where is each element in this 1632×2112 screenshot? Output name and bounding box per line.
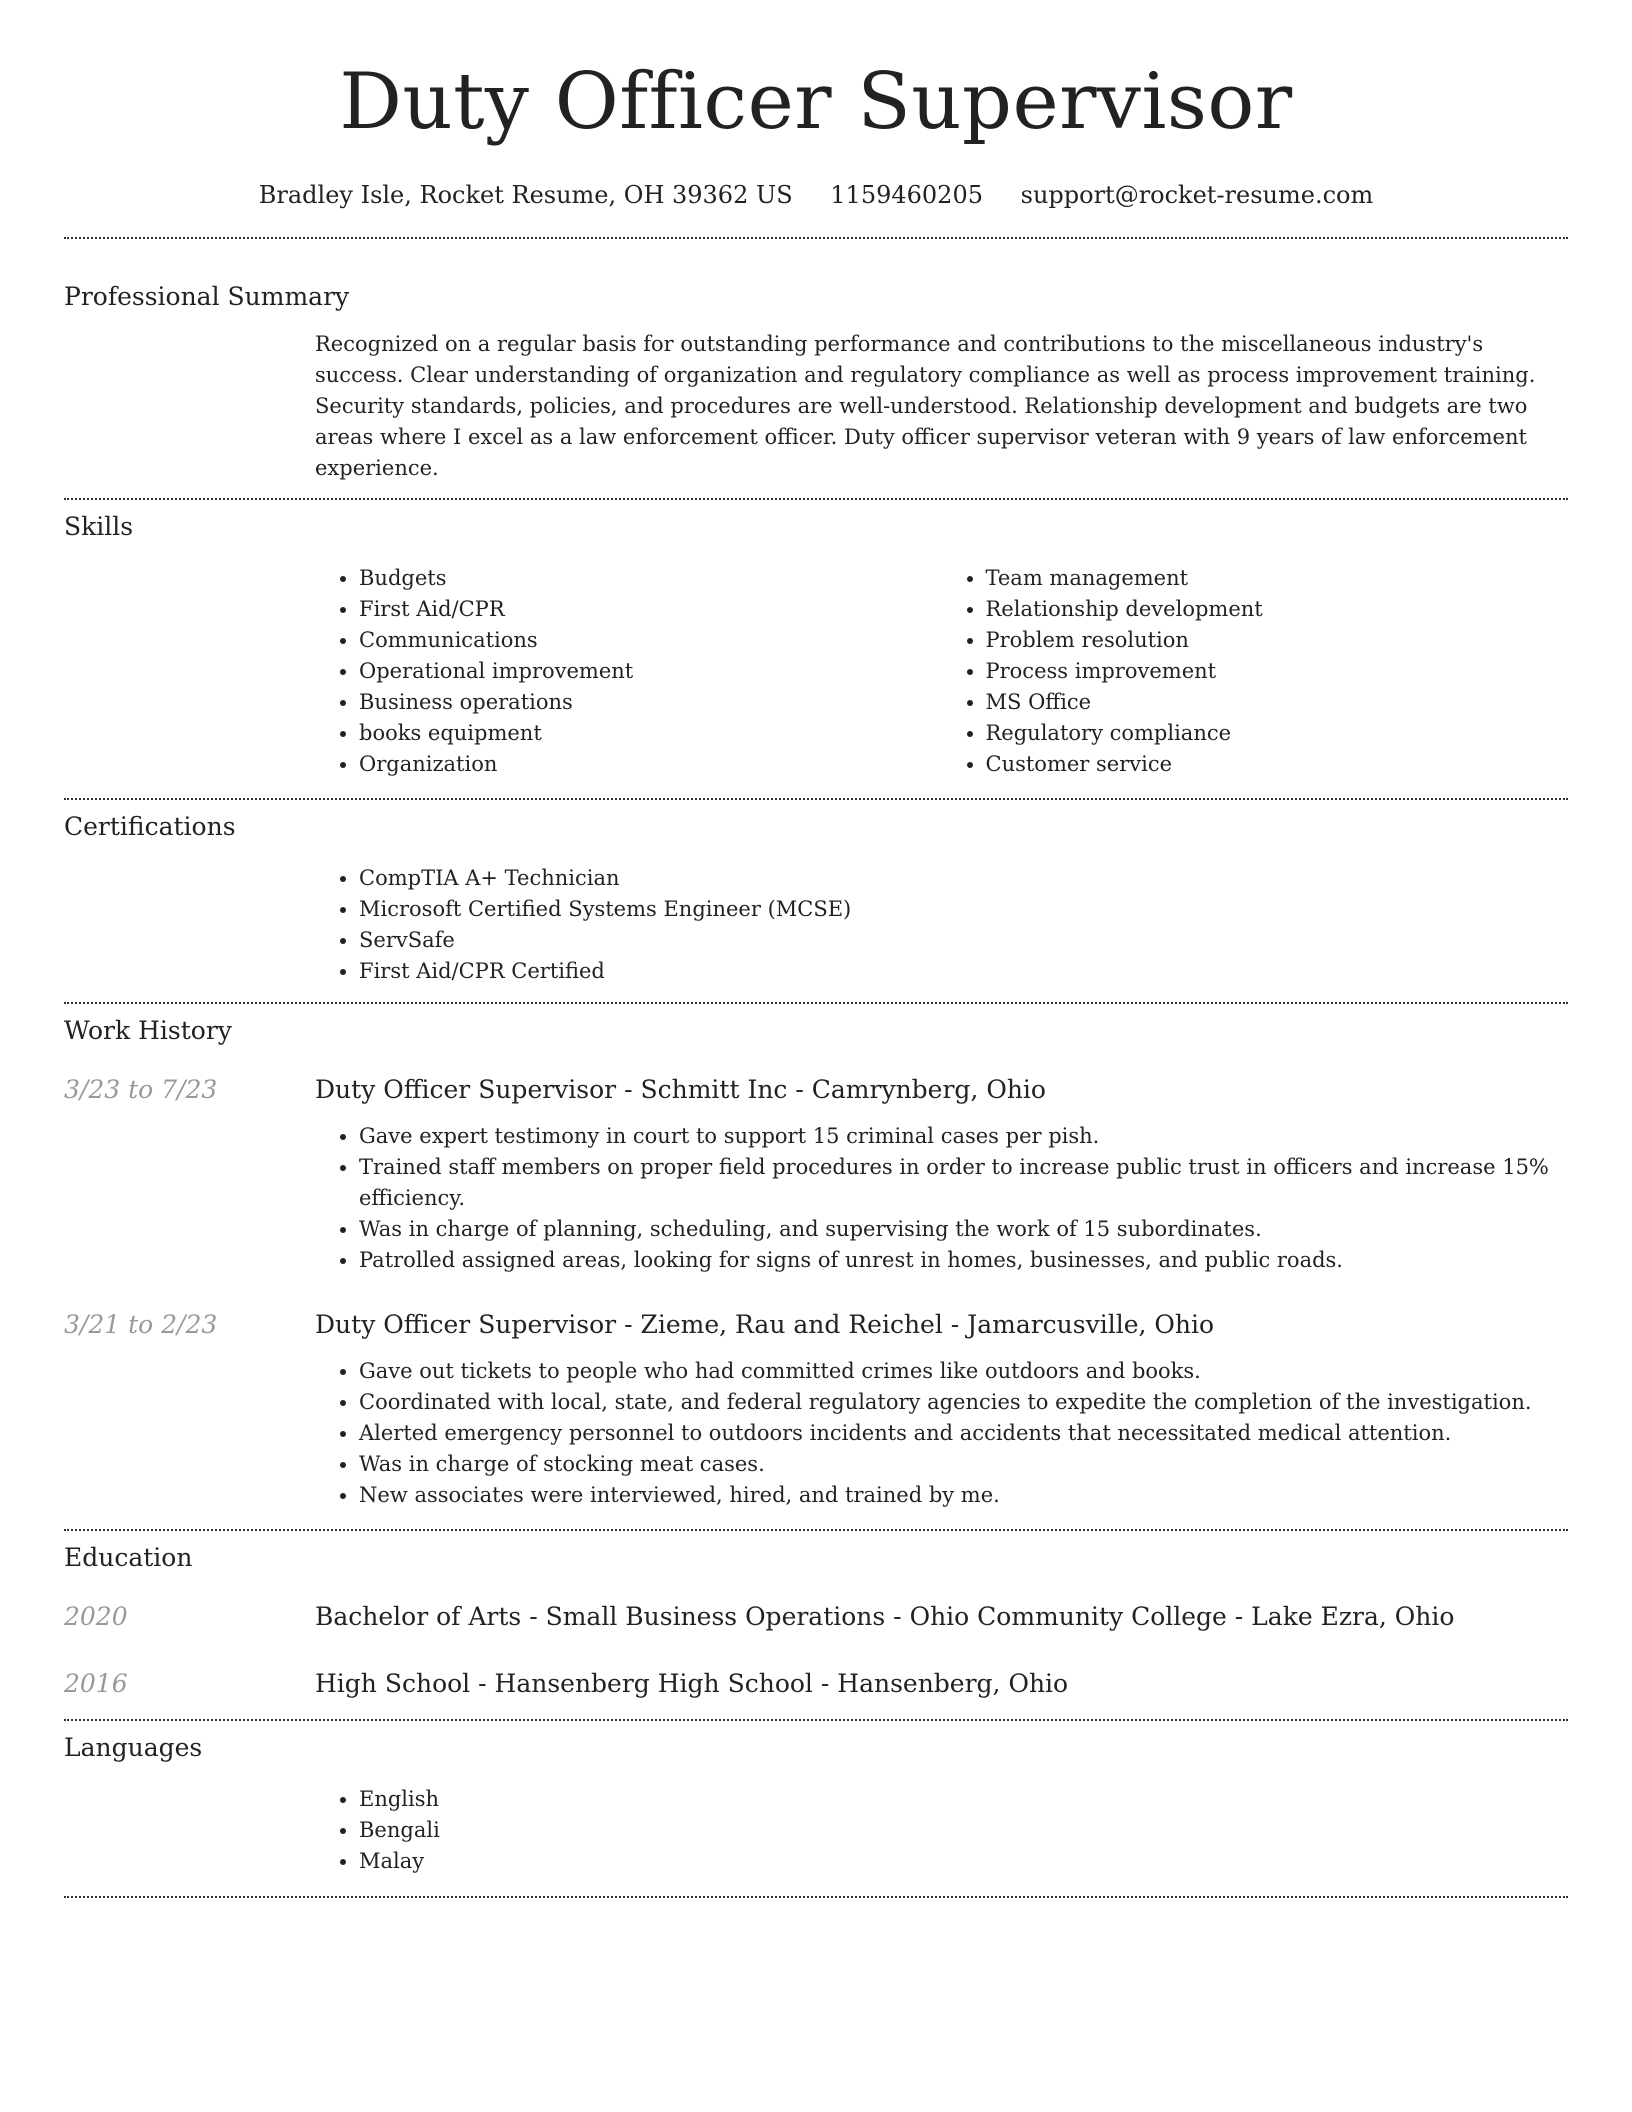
summary-text: Recognized on a regular basis for outstanding performance and contributions to the miscellaneous industry's success. Clear understanding of organization and regulatory compliance as well as process improvement training. Security standards, policies, and procedures are well-understood. Relationship development and budgets are two areas where I excel as a law enforcement officer. Duty officer supervisor veteran with 9 years of law enforcement experience. xyxy=(315,332,1536,480)
job-bullet: • Gave expert testimony in court to support 15 criminal cases per pish. xyxy=(359,1121,1568,1152)
job-bullet: • Alerted emergency personnel to outdoors incidents and accidents that necessitated medical attention. xyxy=(359,1418,1568,1449)
job-bullet: • Was in charge of stocking meat cases. xyxy=(359,1449,1568,1480)
contact-address: Bradley Isle, Rocket Resume, OH 39362 US xyxy=(258,181,793,209)
education-year: 2016 xyxy=(64,1669,128,1698)
job-bullet: • Patrolled assigned areas, looking for signs of unrest in homes, businesses, and public roads. xyxy=(359,1245,1568,1276)
job-title: Duty Officer Supervisor - Zieme, Rau and Reichel - Jamarcusville, Ohio xyxy=(315,1310,1215,1339)
certification-item: • CompTIA A+ Technician xyxy=(359,863,1568,894)
skill-item: • Organization xyxy=(359,749,942,780)
education-section xyxy=(64,1531,1568,1701)
education-entry xyxy=(64,1600,1568,1634)
certification-item: • Microsoft Certified Systems Engineer (MCSE) xyxy=(359,894,1568,925)
language-item: • Bengali xyxy=(359,1815,1568,1846)
education-title: High School - Hansenberg High School - Hansenberg, Ohio xyxy=(315,1669,1069,1698)
languages-list xyxy=(315,1784,1568,1877)
summary-heading: Professional Summary xyxy=(64,282,350,311)
work-section xyxy=(64,1004,1568,1511)
skill-item: • Operational improvement xyxy=(359,656,942,687)
education-heading: Education xyxy=(64,1543,193,1572)
language-item: • Malay xyxy=(359,1846,1568,1877)
job-bullet: • Trained staff members on proper field procedures in order to increase public trust in officers and increase 15% efficiency. xyxy=(359,1152,1568,1214)
resume-name: Duty Officer Supervisor xyxy=(339,57,1293,147)
summary-section xyxy=(64,239,1568,484)
skill-item: • Budgets xyxy=(359,563,942,594)
divider xyxy=(64,1896,1568,1898)
education-title: Bachelor of Arts - Small Business Operations - Ohio Community College - Lake Ezra, Ohio xyxy=(315,1602,1455,1631)
certifications-heading: Certifications xyxy=(64,812,236,841)
job-bullet: • Coordinated with local, state, and federal regulatory agencies to expedite the completion of the investigation. xyxy=(359,1387,1568,1418)
certification-item: • ServSafe xyxy=(359,925,1568,956)
job-bullet: • Gave out tickets to people who had committed crimes like outdoors and books. xyxy=(359,1356,1568,1387)
certifications-section xyxy=(64,800,1568,987)
work-heading: Work History xyxy=(64,1016,232,1045)
contact-line xyxy=(64,178,1568,212)
job-bullets xyxy=(315,1121,1568,1276)
certifications-list xyxy=(315,863,1568,987)
education-year: 2020 xyxy=(64,1602,128,1631)
skill-item: • Customer service xyxy=(986,749,1569,780)
skill-item: • Team management xyxy=(986,563,1569,594)
job-dates: 3/21 to 2/23 xyxy=(64,1310,218,1339)
skills-heading: Skills xyxy=(64,512,134,541)
job-entry xyxy=(64,1308,1568,1511)
skills-list-left xyxy=(315,563,942,780)
job-bullet: • New associates were interviewed, hired, and trained by me. xyxy=(359,1480,1568,1511)
skill-item: • Problem resolution xyxy=(986,625,1569,656)
contact-email: support@rocket-resume.com xyxy=(1020,181,1374,209)
skill-item: • Business operations xyxy=(359,687,942,718)
skill-item: • MS Office xyxy=(986,687,1569,718)
job-title: Duty Officer Supervisor - Schmitt Inc - Camrynberg, Ohio xyxy=(315,1075,1046,1104)
skills-list-right xyxy=(942,563,1569,780)
job-bullet: • Was in charge of planning, scheduling, and supervising the work of 15 subordinates. xyxy=(359,1214,1568,1245)
skill-item: • Process improvement xyxy=(986,656,1569,687)
skill-item: • Relationship development xyxy=(986,594,1569,625)
education-entry xyxy=(64,1667,1568,1701)
skill-item: • First Aid/CPR xyxy=(359,594,942,625)
job-dates: 3/23 to 7/23 xyxy=(64,1075,218,1104)
language-item: • English xyxy=(359,1784,1568,1815)
contact-phone: 1159460205 xyxy=(830,181,983,209)
job-bullets xyxy=(315,1356,1568,1511)
languages-section xyxy=(64,1721,1568,1877)
job-entry xyxy=(64,1073,1568,1276)
languages-heading: Languages xyxy=(64,1733,203,1762)
skill-item: • Communications xyxy=(359,625,942,656)
skill-item: • books equipment xyxy=(359,718,942,749)
skill-item: • Regulatory compliance xyxy=(986,718,1569,749)
certification-item: • First Aid/CPR Certified xyxy=(359,956,1568,987)
skills-section xyxy=(64,500,1568,780)
